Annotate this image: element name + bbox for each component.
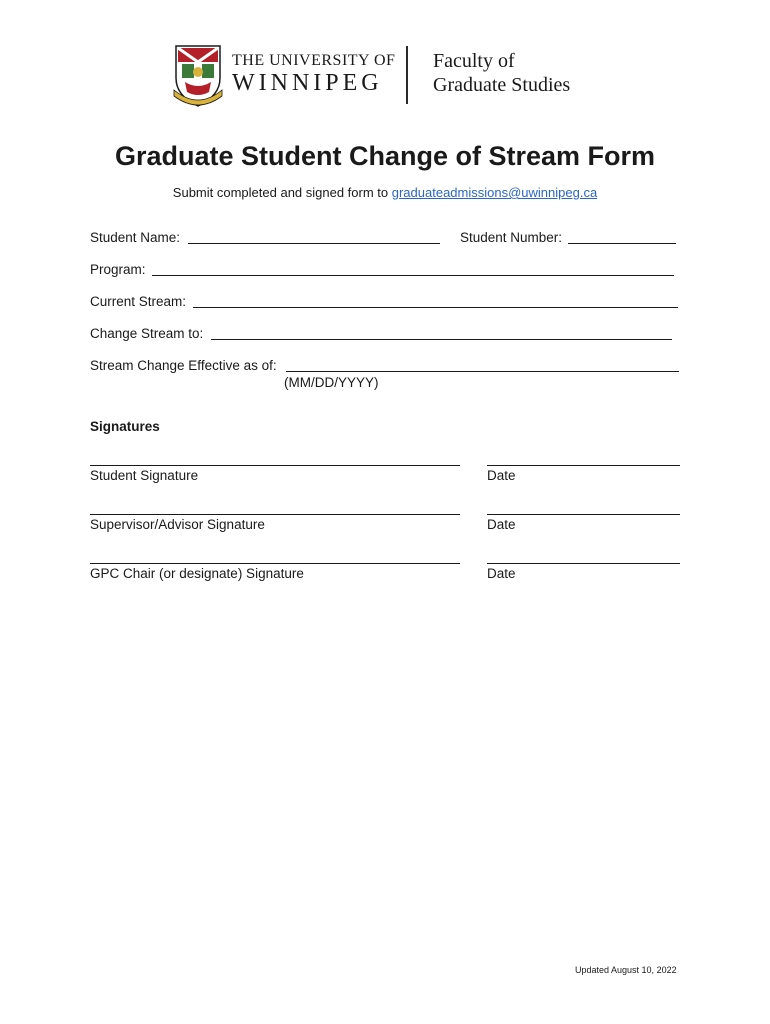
faculty-name-line2: Graduate Studies <box>433 74 571 96</box>
header-divider <box>406 46 408 104</box>
effective-date-label: Stream Change Effective as of: <box>90 358 277 373</box>
university-name-line2: WINNIPEG <box>232 70 383 96</box>
faculty-name-line1: Faculty of <box>433 50 515 72</box>
program-field[interactable] <box>152 275 674 276</box>
date-format-hint: (MM/DD/YYYY) <box>284 375 379 390</box>
university-name-line1: THE UNIVERSITY OF <box>232 52 396 69</box>
gpc-chair-signature-date-line[interactable] <box>487 563 680 564</box>
updated-date-footer: Updated August 10, 2022 <box>575 965 677 975</box>
change-stream-field[interactable] <box>211 339 672 340</box>
student-signature-line[interactable] <box>90 465 460 466</box>
effective-date-field[interactable] <box>286 371 679 372</box>
form-title: Graduate Student Change of Stream Form <box>114 141 656 171</box>
student-number-field[interactable] <box>568 243 676 244</box>
faculty-name <box>433 49 570 97</box>
supervisor-signature-date-line[interactable] <box>487 514 680 515</box>
submit-instructions <box>0 185 770 200</box>
university-crest-logo <box>173 44 223 108</box>
gpc-chair-signature-date-label: Date <box>487 566 516 581</box>
signatures-heading: Signatures <box>90 419 160 434</box>
student-name-field[interactable] <box>188 243 440 244</box>
supervisor-signature-line[interactable] <box>90 514 460 515</box>
current-stream-field[interactable] <box>193 307 678 308</box>
student-signature-date-line[interactable] <box>487 465 680 466</box>
student-signature-label: Student Signature <box>90 468 199 483</box>
gpc-chair-signature-line[interactable] <box>90 563 460 564</box>
student-signature-date-label: Date <box>487 468 516 483</box>
supervisor-signature-label: Supervisor/Advisor Signature <box>90 517 265 532</box>
gpc-chair-signature-label: GPC Chair (or designate) Signature <box>90 566 304 581</box>
change-stream-label: Change Stream to: <box>90 326 204 341</box>
supervisor-signature-date-label: Date <box>487 517 516 532</box>
student-number-label: Student Number: <box>460 230 563 245</box>
student-name-label: Student Name: <box>90 230 181 245</box>
submit-email-link[interactable]: graduateadmissions@uwinnipeg.ca <box>391 185 598 200</box>
program-label: Program: <box>90 262 146 277</box>
current-stream-label: Current Stream: <box>90 294 187 309</box>
submit-text: Submit completed and signed form to <box>172 185 392 200</box>
